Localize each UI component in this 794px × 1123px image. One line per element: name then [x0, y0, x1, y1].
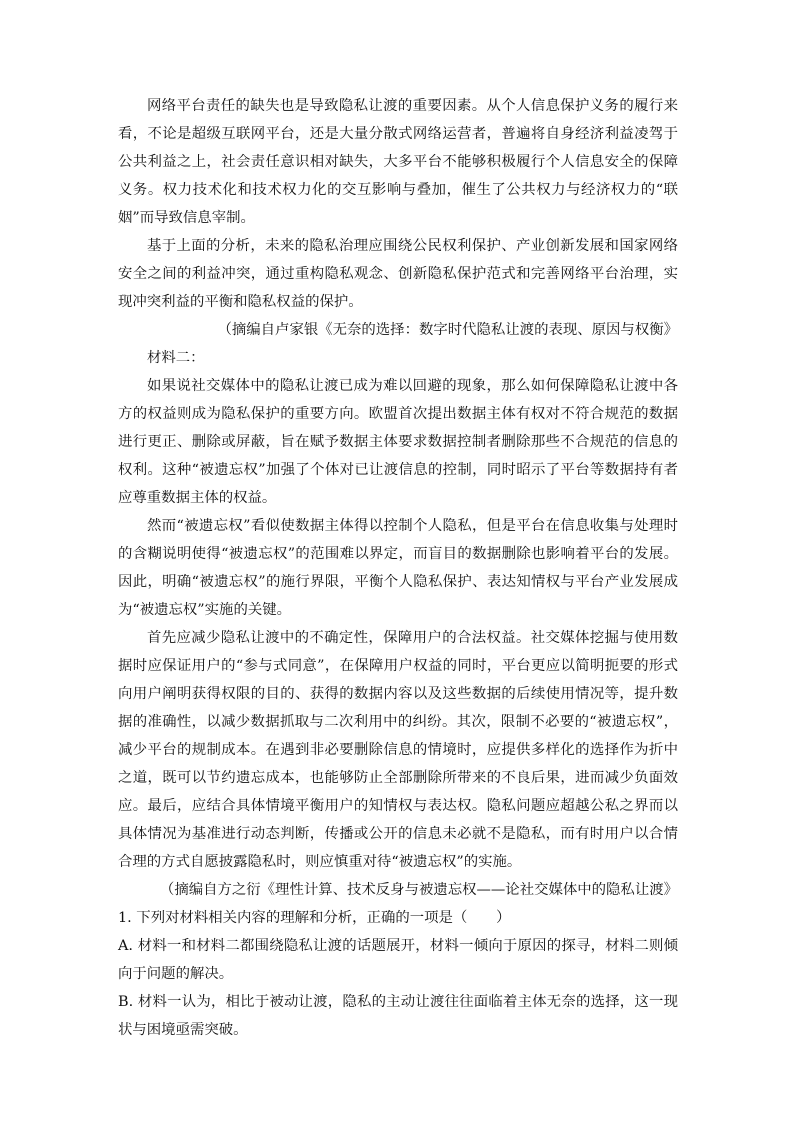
- question-stem: 1. 下列对材料相关内容的理解和分析，正确的一项是（ ）: [118, 910, 511, 926]
- paragraph-right-to-be-forgotten: 如果说社交媒体中的隐私让渡已成为难以回避的现象，那么如何保障隐私让渡中各方的权益则成为隐私保护的重要方向。欧盟首次提出数据主体有权对不符合规范的数据进行更正、删除或屏蔽，旨在赋予数据主体要求数据控制者删除那些不合规范的信息的权利。这种“被遗忘权”加强了个体对已让渡信息的控制，同时昭示了平台等数据持有者应尊重数据主体的权益。: [118, 378, 678, 506]
- document-page: [118, 92, 678, 1044]
- question-option-b: B. 材料一认为，相比于被动让渡，隐私的主动让渡往往面临着主体无奈的选择，这一现状与困境亟需突破。: [118, 994, 678, 1038]
- paragraph-platform-responsibility: 网络平台责任的缺失也是导致隐私让渡的重要因素。从个人信息保护义务的履行来看，不论是超级互联网平台，还是大量分散式网络运营者，普遍将自身经济利益凌驾于公共利益之上，社会责任意识相对缺失，大多平台不能够积极履行个人信息安全的保障义务。权力技术化和技术权力化的交互影响与叠加，催生了公共权力与经济权力的“联姻”而导致信息宰制。: [118, 98, 678, 226]
- material-two-label: 材料二：: [147, 350, 205, 366]
- question-option-a: A. 材料一和材料二都围绕隐私让渡的话题展开，材料一倾向于原因的探寻，材料二则倾向于问题的解决。: [118, 938, 678, 982]
- source-citation-2: （摘编自方之衍《理性计算、技术反身与被遗忘权——论社交媒体中的隐私让渡》: [159, 882, 678, 898]
- paragraph-governance-analysis: 基于上面的分析，未来的隐私治理应围绕公民权利保护、产业创新发展和国家网络安全之间的利益冲突，通过重构隐私观念、创新隐私保护范式和完善网络平台治理，实现冲突利益的平衡和隐私权益的保护。: [118, 238, 678, 310]
- paragraph-scope-limits: 然而“被遗忘权”看似使数据主体得以控制个人隐私，但是平台在信息收集与处理时的含糊说明使得“被遗忘权”的范围难以界定，而盲目的数据删除也影响着平台的发展。因此，明确“被遗忘权”的施行界限，平衡个人隐私保护、表达知情权与平台产业发展成为“被遗忘权”实施的关键。: [118, 518, 678, 618]
- source-citation-1: （摘编自卢家银《无奈的选择：数字时代隐私让渡的表现、原因与权衡》: [217, 322, 678, 338]
- paragraph-measures: 首先应减少隐私让渡中的不确定性，保障用户的合法权益。社交媒体挖掘与使用数据时应保证用户的“参与式同意”，在保障用户权益的同时，平台更应以简明扼要的形式向用户阐明获得权限的目的、获得的数据内容以及这些数据的后续使用情况等，提升数据的准确性，以减少数据抓取与二次利用中的纠纷。其次，限制不必要的“被遗忘权”，减少平台的规制成本。在遇到非必要删除信息的情境时，应提供多样化的选择作为折中之道，既可以节约遗忘成本，也能够防止全部删除所带来的不良后果，进而减少负面效应。最后，应结合具体情境平衡用户的知情权与表达权。隐私问题应超越公私之界而以具体情况为基准进行动态判断，传播或公开的信息未必就不是隐私，而有时用户以合情合理的方式自愿披露隐私时，则应慎重对待“被遗忘权”的实施。: [118, 630, 678, 870]
